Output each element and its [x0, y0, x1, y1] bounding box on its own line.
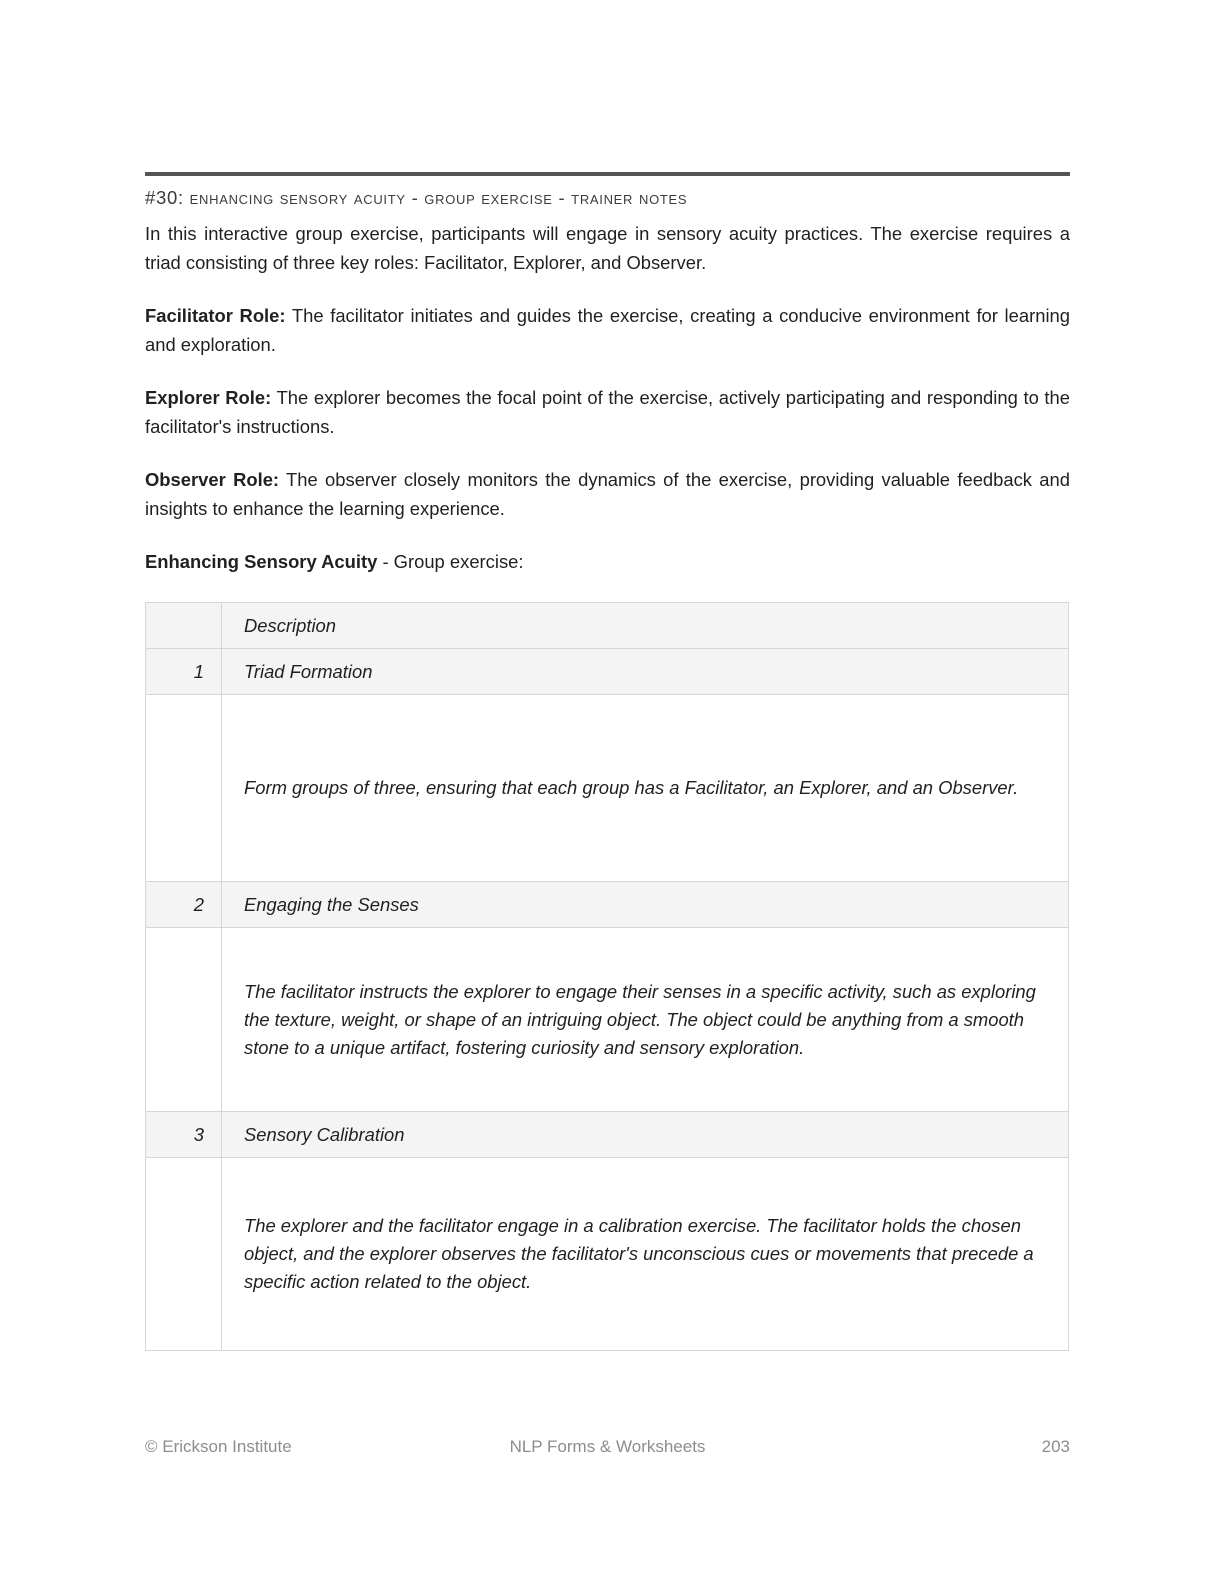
step-title-cell-3 — [222, 1112, 1069, 1158]
section-number: #30: — [145, 187, 184, 208]
step-title-cell-1 — [222, 649, 1069, 695]
step-title-cell-2 — [222, 882, 1069, 928]
step-body-text-1: Form groups of three, ensuring that each group has a Facilitator, an Explorer, and an Observer. — [244, 777, 1019, 798]
role-paragraph-facilitator — [145, 301, 1070, 359]
role-text-explorer: The explorer becomes the focal point of the exercise, actively participating and responding to the facilitator's instructions. — [145, 387, 1070, 437]
section-title-text: enhancing sensory acuity - group exercise - trainer notes — [189, 187, 688, 208]
table-row — [146, 649, 1069, 695]
role-label-observer: Observer Role: — [145, 469, 280, 490]
table-lead-bold: Enhancing Sensory Acuity — [145, 551, 378, 572]
step-body-cell-2 — [222, 928, 1069, 1112]
step-body-cell-3 — [222, 1158, 1069, 1351]
role-text-facilitator: The facilitator initiates and guides the exercise, creating a conducive environment for learning and exploration. — [145, 305, 1070, 355]
exercise-steps-table — [145, 602, 1069, 1351]
step-number-cell-1 — [146, 649, 222, 695]
step-body-number-cell-2 — [146, 928, 222, 1112]
step-body-number-cell-1 — [146, 695, 222, 882]
step-title-2: Engaging the Senses — [244, 893, 419, 915]
table-row — [146, 928, 1069, 1112]
step-body-number-cell-3 — [146, 1158, 222, 1351]
step-number-cell-3 — [146, 1112, 222, 1158]
step-body-text-3: The explorer and the facilitator engage in a calibration exercise. The facilitator holds the chosen object, and the explorer observes the facilitator's unconscious cues or movements that precede a specific action related to the object. — [244, 1215, 1034, 1292]
table-row — [146, 1158, 1069, 1351]
step-body-cell-1 — [222, 695, 1069, 882]
role-label-facilitator: Facilitator Role: — [145, 305, 286, 326]
step-number-3: 3 — [193, 1123, 204, 1145]
step-number-1: 1 — [193, 660, 204, 682]
footer-copyright: © Erickson Institute — [145, 1437, 292, 1456]
intro-paragraph: In this interactive group exercise, participants will engage in sensory acuity practices. The exercise requires a triad consisting of three key roles: Facilitator, Explorer, and Observer. — [145, 223, 1070, 273]
page-content — [145, 172, 1070, 1351]
role-label-explorer: Explorer Role: — [145, 387, 272, 408]
step-number-2: 2 — [193, 893, 204, 915]
table-header-description-label: Description — [244, 614, 336, 636]
page-title — [145, 187, 1070, 209]
table-header-number-cell — [146, 603, 222, 649]
table-lead-line — [145, 547, 1070, 576]
role-paragraph-observer — [145, 465, 1070, 523]
role-text-observer: The observer closely monitors the dynamics of the exercise, providing valuable feedback and insights to enhance the learning experience. — [145, 469, 1070, 519]
table-lead-rest: - Group exercise: — [377, 551, 524, 572]
table-row — [146, 695, 1069, 882]
table-header-description-cell — [222, 603, 1069, 649]
step-title-1: Triad Formation — [244, 660, 373, 682]
step-body-text-2: The facilitator instructs the explorer to engage their senses in a specific activity, such as exploring the texture, weight, or shape of an intriguing object. The object could be anything from a smooth stone to a unique artifact, fostering curiosity and sensory exploration. — [244, 980, 1036, 1058]
table-header-row — [146, 603, 1069, 649]
step-number-cell-2 — [146, 882, 222, 928]
footer-title: NLP Forms & Worksheets — [509, 1437, 706, 1456]
table-row — [146, 1112, 1069, 1158]
table-row — [146, 882, 1069, 928]
step-title-3: Sensory Calibration — [244, 1123, 405, 1145]
header-rule — [145, 172, 1070, 176]
footer-page-number: 203 — [1041, 1437, 1070, 1456]
role-paragraph-explorer — [145, 383, 1070, 441]
